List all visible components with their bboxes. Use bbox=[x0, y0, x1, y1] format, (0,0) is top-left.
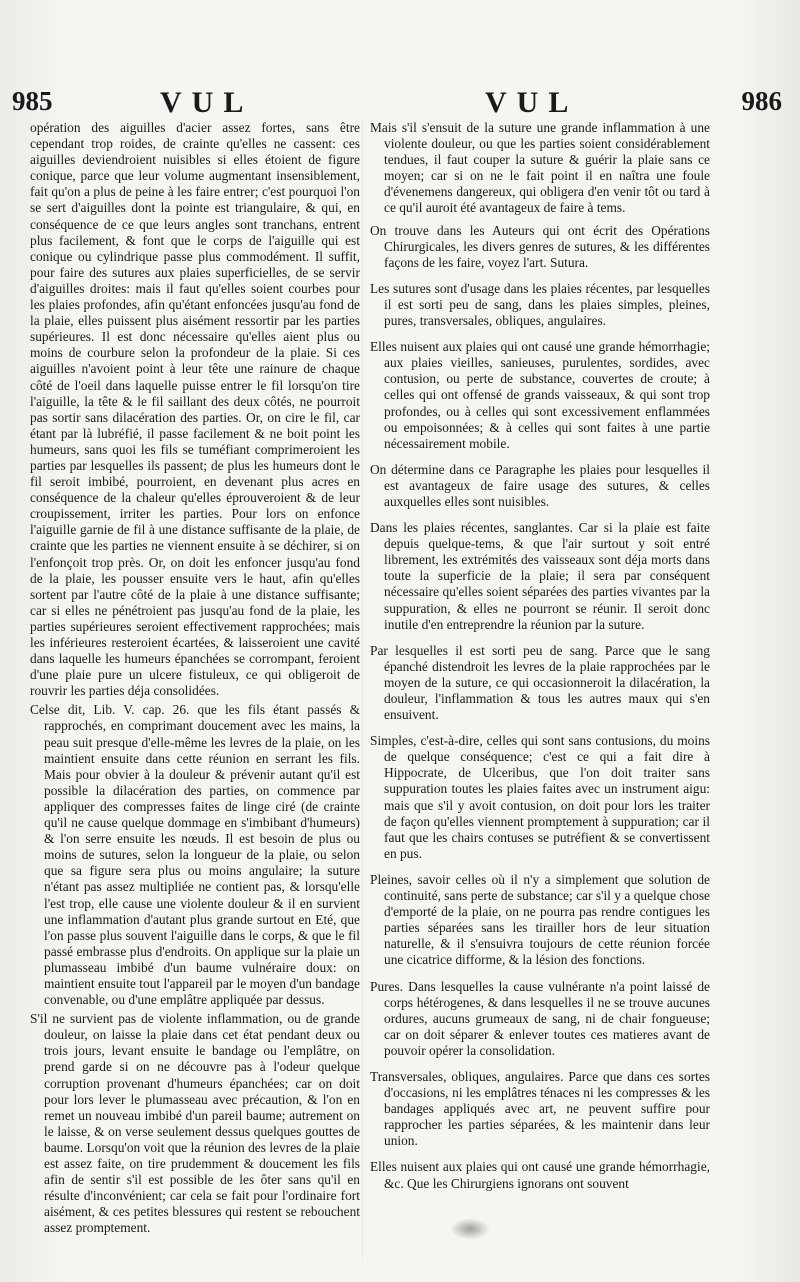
right-text-column bbox=[370, 120, 710, 1260]
left-page-number: 985 bbox=[12, 86, 53, 116]
paragraph: Elles nuisent aux plaies qui ont causé une grande hémorrhagie, &c. Que les Chirurgiens ignorans ont souvent bbox=[370, 1159, 710, 1191]
paragraph: Par lesquelles il est sorti peu de sang. Parce que le sang épanché distendroit les levres de la plaie rapprochées par le moyen de la suture, ce qui occasionneroit la dilacération, la douleur, l'inflammation & tous les autres maux qui s'en ensuivent. bbox=[370, 642, 710, 723]
right-headword: VUL bbox=[485, 86, 579, 119]
paragraph: S'il ne survient pas de violente inflammation, ou de grande douleur, on laisse la plaie dans cet état pendant deux ou trois jours, levant ensuite le bandage ou l'emplâtre, on prend garde si on ne découvre pas à l'odeur quelque corruption provenant d'humeurs épanchées; car on doit pour lors lever le plumasseau avec précaution, & l'on en remet un nouveau imbibé d'un pareil baume; autrement on le laisse, & on verse seulement dessus quelques gouttes de baume. Lorsqu'on voit que la réunion des levres de la plaie est assez faite, on tire prudemment & doucement les fils afin de sentir s'il est possible de les ôter sans qu'il en résulte d'inconvénient; car cela se fait pour l'ordinaire fort aisément, & ces petites blessures qui restent se rebouchent assez promptement. bbox=[30, 1011, 360, 1236]
paragraph: Transversales, obliques, angulaires. Parce que dans ces sortes d'occasions, ni les emplâtres ténaces ni les compresses & les bandages appliqués avec art, ne peuvent suffire pour rapprocher les parties séparées, & les maintenir dans leur union. bbox=[370, 1068, 710, 1149]
paragraph: Simples, c'est-à-dire, celles qui sont sans contusions, du moins de quelque conséquence; c'est ce qui a fait dire à Hippocrate, de Ulceribus, que l'on doit traiter sans suppuration toutes les plaies faites avec un instrument aigu: mais que s'il y avoit contusion, on doit pour lors les traiter de façon qu'elles viennent promptement à suppuration; car il faut que les chairs contuses se putréfient & se convertissent en pus. bbox=[370, 733, 710, 861]
paragraph: Les sutures sont d'usage dans les plaies récentes, par lesquelles il est sorti peu de sang, dans les plaies simples, pleines, pures, transversales, obliques, angulaires. bbox=[370, 280, 710, 329]
paragraph: Elles nuisent aux plaies qui ont causé une grande hémorrhagie; aux plaies vieilles, sanieuses, purulentes, sordides, avec contusion, ou perte de substance, couvertes de croute; à celles qui ont offensé de grands vaisseaux, & qui sont trop profondes, ou à celles qui sont excessivement enflammées ou empoisonnées; & à celles qui sont faites à une partie nécessairement mobile. bbox=[370, 339, 710, 451]
paragraph: opération des aiguilles d'acier assez fortes, sans être cependant trop roides, de crainte qu'elles ne cassent: ces aiguilles deviendroient nuisibles si elles étoient de figure conique, parce que leur volume augmentant insensiblement, fait qu'on a plus de peine à les faire entrer; c'est pourquoi l'on se sert d'aiguilles dont la pointe est triangulaire, & qui, en conséquence de ce que leurs angles sont tranchans, entrent plus facilement, & font que le corps de l'aiguille qui est conique ou cylindrique passe plus commodément. Il suffit, pour faire des sutures aux plaies superficielles, de se servir d'aiguilles droites: mais il faut qu'elles soient courbes pour les plaies profondes, afin qu'étant enfoncées jusqu'au fond de la plaie, elles puissent plus aisément ressortir par les parties supérieures. Il est donc nécessaire qu'elles aient plus ou moins de courbure selon la profondeur de la plaie. Si ces aiguilles n'avoient point à leur tête une rainure de chaque côté de l'oeil dans laquelle puisse entrer le fil lorsqu'on tire l'aiguille, la tête & le fil saillant des deux côtés, ne pourroit pas sortir sans dilacération des parties. Or, on cire le fil, car étant par là lubréfié, il passe facilement & ne boit point les humeurs, sans quoi les fils se tuméfiant comprimeroient les parties par lesquelles ils passent; de plus les humeurs dont le fil seroit imbibé, pourroient, en devenant plus acres en conséquence de la chaleur qu'elles éprouveroient & de leur croupissement, irriter les parties. Pour lors on enfonce l'aiguille garnie de fil à une distance suffisante de la plaie, de crainte que les parties ne viennent ensuite à se déchirer, si on l'enfonçoit trop près. Or, on doit les enfoncer jusqu'au fond de la plaie, les pousser ensuite vers le haut, afin qu'elles sortent par l'autre côté de la plaie à une distance suffisante; car si elles ne pénétroient pas jusqu'au fond de la plaie, les parties supérieures seroient effectivement rapprochées; mais les inférieures resteroient écartées, & laisseroient une cavité dans laquelle les humeurs épanchées se corrompant, feroient d'une plaie pure un ulcere fistuleux, ce qui obligeroit de rouvrir les parties déja consolidées. bbox=[30, 120, 360, 699]
paragraph: Dans les plaies récentes, sanglantes. Car si la plaie est faite depuis quelque-tems, & que l'air surtout y soit entré librement, les extrémités des vaisseaux sont déja morts dans toute la superficie de la plaie; il sera par conséquent nécessaire qu'elles soient séparées des parties vivantes par la suppuration, & elles ne pourront se réunir. Il seroit donc inutile d'en entreprendre la réunion par la suture. bbox=[370, 520, 710, 632]
paragraph: Pures. Dans lesquelles la cause vulnérante n'a point laissé de corps hétérogenes, & dans lesquelles il ne se trouve aucunes ordures, aucuns grumeaux de sang, ni de chair fongueuse; car on doit séparer & enlever toutes ces matieres avant de pouvoir opérer la consolidation. bbox=[370, 978, 710, 1058]
paragraph: On trouve dans les Auteurs qui ont écrit des Opérations Chirurgicales, les divers genres de sutures, & les différentes façons de les faire, voyez l'art. Sutura. bbox=[370, 222, 710, 270]
paragraph: Celse dit, Lib. V. cap. 26. que les fils étant passés & rapprochés, en comprimant doucement avec les mains, la peau suit presque d'elle-même les levres de la plaie, on les maintient ensuite dans cette réunion en serrant les fils. Mais pour obvier à la douleur & prévenir autant qu'il est possible la dilacération des parties, on commence par appliquer des compresses faites de linge ciré (de crainte qu'il ne cause quelque dommage en s'imbibant d'humeurs) & l'on serre ensuite les nœuds. Il est besoin de plus ou moins de sutures, selon la longueur de la plaie, ou selon que sa figure sera plus ou moins angulaire; la suture n'étant pas assez multipliée ne contient pas, & lorsqu'elle l'est trop, elle cause une violente douleur & il en survient une inflammation d'autant plus grande surtout en Eté, que l'on passe plus souvent l'aiguille dans le corps, & que le fil passé embrasse plus d'endroits. On applique sur la plaie un plumasseau imbibé d'un baume vulnéraire doux: on maintient ensuite tout l'appareil par le moyen d'un bandage convenable, ou d'une emplâtre appliquée par dessus. bbox=[30, 702, 360, 1008]
ink-smudge bbox=[450, 1218, 490, 1240]
right-page-number: 986 bbox=[741, 86, 782, 116]
left-text-column bbox=[30, 120, 360, 1260]
left-headword: VUL bbox=[160, 86, 254, 119]
column-gutter bbox=[362, 120, 363, 1260]
paragraph: Pleines, savoir celles où il n'y a simplement que solution de continuité, sans perte de substance; car s'il y a quelque chose d'emporté de la plaie, on ne pourra pas rendre contigues les parties séparées sans les tirailler hors de leur situation naturelle, & il s'ensuivra toujours de cette réunion forcée une cicatrice difforme, & la lésion des fonctions. bbox=[370, 871, 710, 968]
paragraph: On détermine dans ce Paragraphe les plaies pour lesquelles il est avantageux de faire usage des sutures, & celles auxquelles elles sont nuisibles. bbox=[370, 461, 710, 509]
paragraph: Mais s'il s'ensuit de la suture une grande inflammation à une violente douleur, ou que les parties soient considérablement tendues, il faut couper la suture & guérir la plaie sans ce moyen; car si on ne le fait point il en naîtra une foule d'évenemens dangereux, qui obligera d'en venir tôt ou tard à ce qu'il auroit été avantageux de faire à tems. bbox=[370, 120, 710, 216]
